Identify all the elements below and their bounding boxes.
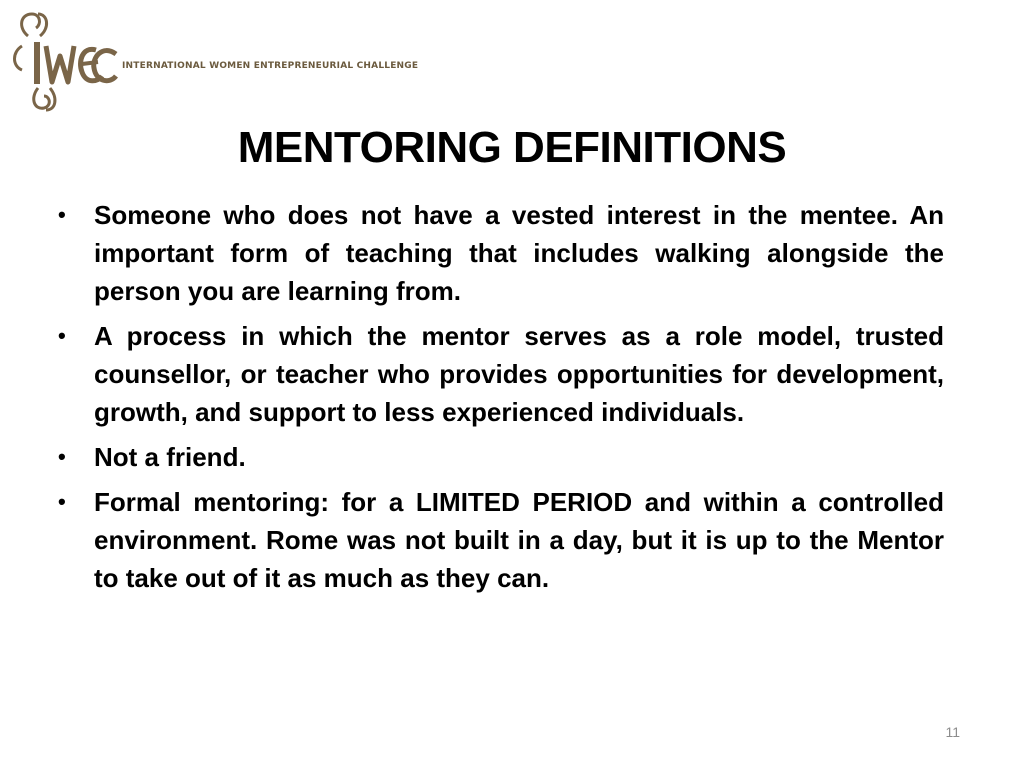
bullet-item [58, 196, 944, 310]
iwec-logo [10, 6, 419, 116]
bullet-list [58, 196, 944, 604]
bullet-item [58, 317, 944, 431]
bullet-marker-icon: • [58, 202, 66, 227]
bullet-item [58, 438, 944, 476]
slide-title: MENTORING DEFINITIONS [237, 123, 787, 172]
bullet-item [58, 483, 944, 597]
logo-tagline: INTERNATIONAL WOMEN ENTREPRENEURIAL CHALLENGE [122, 61, 419, 71]
bullet-marker-icon: • [58, 489, 66, 514]
bullet-marker-icon: • [58, 444, 66, 469]
bullet-text: A process in which the mentor serves as a role model, trusted counsellor, or teacher who provides opportunities for development, growth, and support to less experienced individuals. [94, 321, 944, 427]
bullet-marker-icon: • [58, 323, 66, 348]
page-number: 11 [945, 724, 960, 740]
bullet-text: Not a friend. [94, 442, 246, 472]
iwec-logo-mark-icon [10, 6, 120, 116]
bullet-text: Someone who does not have a vested interest in the mentee. An important form of teaching that includes walking alongside the person you are learning from. [94, 200, 944, 306]
bullet-text: Formal mentoring: for a LIMITED PERIOD and within a controlled environment. Rome was not built in a day, but it is up to the Mentor to take out of it as much as they can. [94, 487, 944, 593]
